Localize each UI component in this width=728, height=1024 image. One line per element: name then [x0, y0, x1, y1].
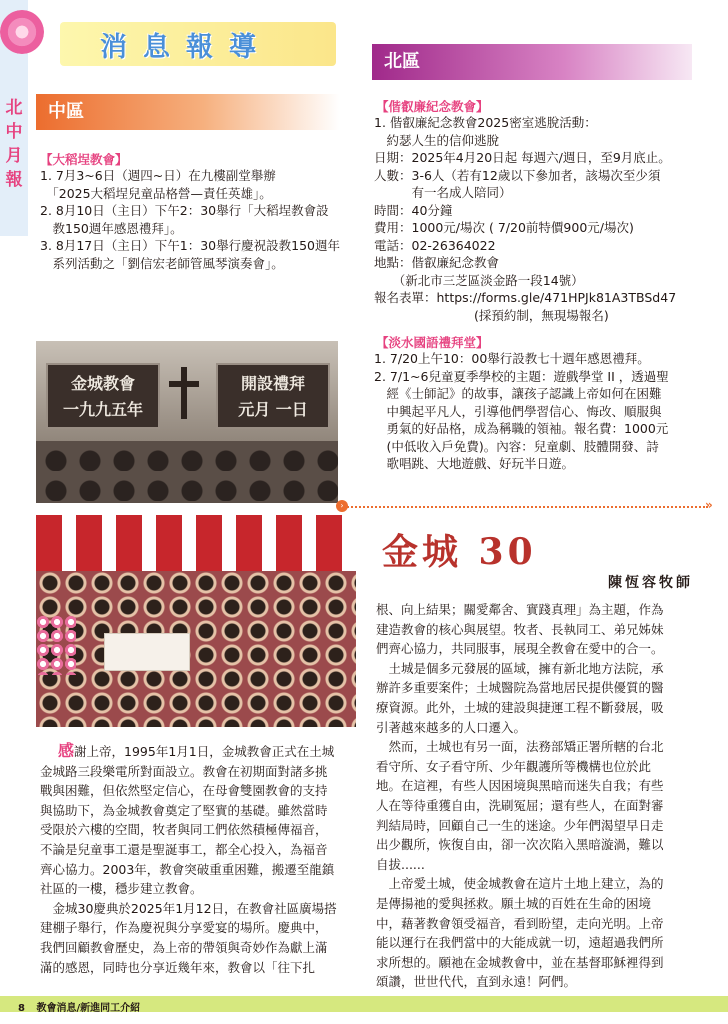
- drop-cap: 感: [58, 741, 75, 760]
- double-arrow-icon: »: [705, 498, 713, 512]
- photo-crowd: [36, 441, 338, 503]
- text-line: 土城是個多元發展的區域，擁有新北地方法院，承: [376, 660, 664, 676]
- central-news: [40, 167, 340, 272]
- text-line: 地點：偕叡廉紀念教會: [374, 255, 500, 270]
- article-column-right: [376, 600, 664, 992]
- text-line: 2. 8月10日（主日）下午2：30舉行「大稻埕教會設: [40, 203, 329, 218]
- text-line: 教150週年感恩禮拜」。: [40, 220, 183, 236]
- banner-line: 一九九五年: [62, 400, 143, 419]
- text-line: 地。在這裡，有些人因困境與黑暗而迷失自我；有些: [376, 778, 664, 794]
- article-title: 金城 30: [382, 531, 537, 573]
- side-title: 北中月報: [5, 98, 23, 190]
- article-first-line: [40, 741, 337, 762]
- text-line: 受限於六樓的空間，牧者與同工們依然積極傳福音，: [40, 822, 328, 838]
- text-line: 出少觀所，恢復自由，卻一次次陷入黑暗漩渦，難以: [376, 837, 664, 853]
- text-line: 與協助下，為金城教會奠定了堅實的基礎。雖然當時: [40, 802, 328, 818]
- text-line: 1. 偕叡廉紀念教會2025密室逃脫活動：: [374, 115, 597, 130]
- cross-icon: [181, 367, 187, 419]
- text-line: 3. 8月17日（主日）下午1：30舉行慶祝設教150週年: [40, 238, 340, 253]
- text-line: 約瑟人生的信仰逃脫: [374, 132, 500, 148]
- text-line: 時間：40分鐘: [374, 202, 453, 218]
- text-line: 滿的感恩，同時也分享近幾年來，教會以「往下扎: [40, 959, 316, 975]
- banner-line: 金城教會: [70, 374, 135, 393]
- text-line: 1. 7月3~6日（週四~日）在九樓副堂舉辦: [40, 168, 276, 183]
- text-line: 建棚子舉行，作為慶祝與分享愛宴的場所。慶典中，: [40, 920, 328, 936]
- text-line: 勇氣的好品格，成為稱職的領袖。報名費：1000元: [374, 421, 669, 436]
- text-line: 中興起平凡人，引導他們學習信心、悔改、順服與: [374, 403, 662, 419]
- text-line: 根、向上結果；關愛鄰舍、實踐真理」為主題，作為: [376, 602, 664, 617]
- text-line: 我們回顧教會歷史，為上帝的帶領與奇妙作為獻上滿: [40, 939, 328, 955]
- page-number: 8: [18, 1003, 25, 1014]
- church-title-mackay: 【偕叡廉紀念教會】: [376, 99, 489, 114]
- text-line: 日期：2025年4月20日起 每週六/週日，至9月底止。: [374, 150, 671, 165]
- section-divider: [344, 506, 708, 508]
- divider-dot-icon: ›: [336, 500, 348, 512]
- text-line: 金城30慶典於2025年1月12日，在教會社區廣場搭: [40, 900, 337, 916]
- banner-line: 開設禮拜: [240, 374, 305, 393]
- footer-label: [18, 999, 140, 1014]
- cross-icon-bar: [169, 381, 199, 387]
- section-header-north: 北區: [372, 44, 692, 80]
- text-line: 社區的一樓，穩步建立教會。: [40, 881, 203, 897]
- article-author: 陳恆容牧師: [608, 575, 693, 591]
- header-banner: [60, 22, 336, 66]
- text-line: 戰與困難，但依然堅定信心，在母會雙園教會的支持: [40, 783, 328, 799]
- text-line: 療資源。此外，土城的建設與捷運工程不斷發展，吸: [376, 699, 664, 715]
- text-line: 是傳揚祂的愛與拯救。願土城的百姓在生命的困境: [376, 895, 652, 911]
- text-line: 頌讚，世世代代，直到永遠！阿們。: [376, 974, 577, 990]
- article-text: 謝上帝，1995年1月1日，金城教會正式在土城: [74, 744, 335, 759]
- photo-banner-right: [216, 363, 330, 429]
- text-line: 上帝愛土城，使金城教會在這片土地上建立，為的: [376, 876, 664, 892]
- article-column-left: [40, 741, 337, 977]
- photo-anniversary-celebration: [36, 515, 356, 727]
- text-line: 辦許多重要案件；土城醫院為當地居民提供優質的醫: [376, 680, 664, 696]
- north-news-2: [374, 350, 669, 473]
- footer-section-name: 教會消息/新進同工介紹: [36, 1003, 141, 1014]
- text-line: 1. 7/20上午10：00舉行設教七十週年感恩禮拜。: [374, 351, 650, 366]
- text-line: 報名表單：https://forms.gle/471HPJk81A3TBSd47: [374, 290, 677, 305]
- text-line: （新北市三芝區淡金路一段14號）: [374, 272, 584, 288]
- photo-church-founding: [36, 341, 338, 503]
- text-line: 建造教會的核心與展望。牧者、長執同工、弟兄姊妹: [376, 621, 664, 637]
- north-news-1: [374, 114, 676, 324]
- text-line: 人數：3-6人（若有12歲以下參加者，該場次至少須: [374, 167, 661, 183]
- header-title: 消息報導: [100, 32, 272, 63]
- text-line: 不論是兒童事工還是聖誕事工，都全心投入，為福音: [40, 841, 328, 857]
- text-line: 然而，土城也有另一面，法務部矯正署所轄的台北: [376, 739, 664, 755]
- flower-icon: [0, 10, 44, 54]
- section-header-central: 中區: [36, 94, 340, 130]
- text-line: 歌唱跳、大地遊戲、好玩半日遊。: [374, 456, 575, 471]
- text-line: 中，藉著教會領受福音，看到盼望，走向光明。上帝: [376, 915, 664, 931]
- text-line: 系列活動之「劉信宏老師管風琴演奏會」。: [40, 255, 284, 271]
- text-line: (中低收入戶免費)。內容：兒童劇、肢體開發、詩: [374, 438, 659, 454]
- text-line: 求所想的。願祂在金城教會中，並在基督耶穌裡得到: [376, 954, 664, 970]
- text-line: 自拔......: [376, 856, 425, 872]
- church-title-dadaocheng: 【大稻埕教會】: [40, 152, 128, 167]
- text-line: 電話：02-26364022: [374, 237, 496, 253]
- text-line: 金城路三段樂電所對面設立。教會在初期面對諸多挑: [40, 763, 328, 779]
- text-line: (採預約制，無現場報名): [374, 307, 609, 323]
- church-title-tamsui: 【淡水國語禮拜堂】: [376, 335, 489, 350]
- text-line: 2. 7/1~6兒童夏季學校的主題：遊戲學堂 II ，透過聖: [374, 368, 669, 384]
- text-line: 人在等待重獲自由，洗刷冤屈；還有些人，在面對審: [376, 797, 664, 813]
- text-line: 齊心協力。2003年，教會突破重重困難，搬遷至龍鎮: [40, 861, 335, 877]
- text-line: 有一名成人陪同）: [374, 185, 512, 200]
- photo-congregation: [36, 571, 356, 727]
- photo-banner-left: [46, 363, 160, 429]
- text-line: 看守所、女子看守所、少年觀護所等機構也位於此: [376, 758, 652, 774]
- text-line: 經《士師記》的故事，讓孩子認識上帝如何在困難: [374, 386, 662, 401]
- text-line: 費用：1000元/場次 ( 7/20前特價900元/場次): [374, 220, 634, 235]
- photo-flowers: [36, 615, 76, 675]
- photo-sign: [104, 633, 190, 671]
- text-line: 「2025大稻埕兒童品格營—責任英雄」。: [40, 185, 272, 201]
- text-line: 能以運行在我們當中的大能成就一切，遠超過我們所: [376, 935, 664, 951]
- text-line: 判結局時，回顧自己一生的迷途。少年們渴望早日走: [376, 817, 664, 833]
- text-line: 引著越來越多的人口遷入。: [376, 719, 527, 735]
- banner-line: 元月 一日: [238, 400, 308, 419]
- text-line: 們齊心協力，共同服事，展現全教會在愛中的合一。: [376, 641, 664, 657]
